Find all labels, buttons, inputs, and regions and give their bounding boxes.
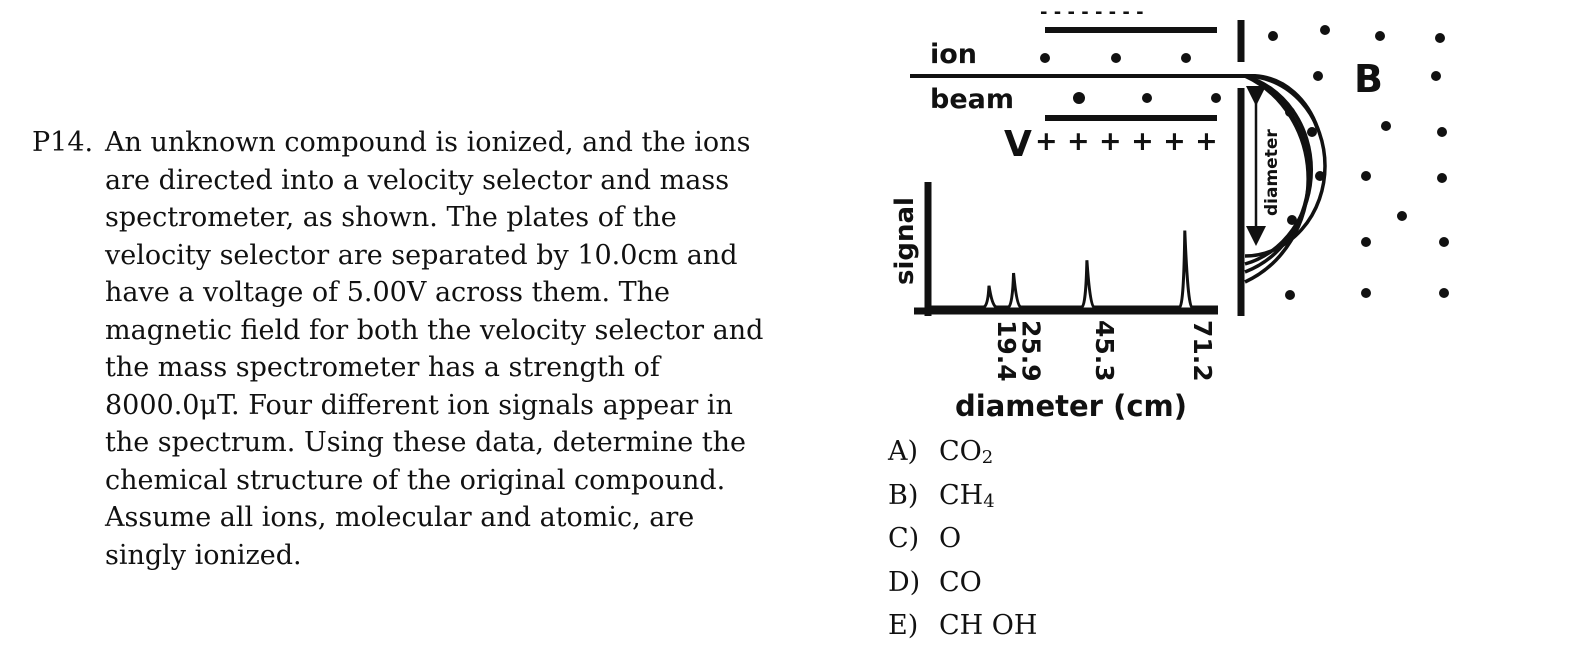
field-dot	[1285, 290, 1295, 300]
field-dot	[1437, 173, 1447, 183]
choice-letter: D)	[888, 566, 921, 598]
label-b: B	[1354, 57, 1383, 101]
label-beam: beam	[930, 84, 1014, 115]
field-dot	[1268, 31, 1278, 41]
field-dot	[1439, 237, 1449, 247]
field-dot	[1361, 171, 1371, 181]
choice-letter: C)	[888, 523, 920, 554]
choice-text: CH OH	[939, 610, 1038, 641]
field-dot	[1375, 31, 1385, 41]
field-dot	[1142, 93, 1152, 103]
field-dot	[1437, 127, 1447, 137]
peak-label: 19.4	[991, 320, 1021, 382]
field-dot	[1211, 93, 1221, 103]
plus-signs: + + + + + +	[1035, 126, 1218, 157]
label-ion: ion	[930, 39, 978, 70]
problem-line: the spectrum. Using these data, determine the	[105, 427, 746, 458]
field-dot	[1307, 127, 1317, 137]
minus-signs: - - - - - - - -	[1040, 2, 1144, 23]
field-dot	[1313, 71, 1323, 81]
problem-line: chemical structure of the original compound.	[105, 464, 726, 496]
problem-text	[105, 124, 763, 574]
field-dot	[1435, 33, 1445, 43]
peak-label: 71.2	[1187, 320, 1217, 382]
problem-line: have a voltage of 5.00V across them. The	[105, 277, 670, 308]
field-dot	[1431, 71, 1441, 81]
axis-x-label: diameter (cm)	[955, 389, 1187, 423]
field-dot	[1361, 288, 1371, 298]
label-diameter: diameter	[1262, 129, 1282, 216]
peak-labels	[992, 320, 1217, 382]
field-dot	[1073, 92, 1085, 104]
spectrum-line	[928, 231, 1218, 308]
choice-letter: A)	[888, 436, 919, 467]
problem-line: singly ionized.	[105, 539, 302, 571]
choice-c[interactable]	[888, 520, 1037, 564]
problem-line: Assume all ions, molecular and atomic, are	[105, 502, 695, 533]
choice-b[interactable]	[888, 477, 1037, 521]
problem-line: 8000.0μT. Four different ion signals appear in	[105, 389, 733, 421]
problem-line: are directed into a velocity selector and mass	[105, 164, 730, 196]
field-dot	[1320, 25, 1330, 35]
choice-text: O	[939, 523, 962, 554]
choice-a[interactable]	[888, 433, 1037, 477]
label-v: V	[1004, 124, 1032, 165]
peak-label: 45.3	[1089, 320, 1119, 382]
mass-spectrometer-figure	[880, 0, 1480, 430]
choice-text: $CH_4$	[939, 479, 995, 512]
field-dot	[1361, 237, 1371, 247]
problem-line: the mass spectrometer has a strength of	[105, 352, 660, 383]
field-dot	[1181, 53, 1191, 63]
answer-choices	[888, 433, 1037, 651]
problem-number: P14.	[32, 127, 94, 158]
choice-text: $CO_2$	[939, 436, 994, 468]
choice-e[interactable]	[888, 607, 1037, 651]
problem-line: spectrometer, as shown. The plates of the	[105, 202, 677, 233]
field-dot	[1397, 211, 1407, 221]
problem-line: velocity selector are separated by 10.0cm and	[105, 239, 738, 271]
peak-label: 25.9	[1016, 320, 1046, 382]
problem-line: magnetic field for both the velocity selector and	[105, 314, 764, 346]
field-dot	[1439, 288, 1449, 298]
choice-letter: E)	[888, 610, 919, 641]
choice-text: CO	[939, 566, 982, 598]
axis-signal-label: signal	[890, 197, 920, 285]
field-dot	[1111, 53, 1121, 63]
problem-line: An unknown compound is ionized, and the ions	[105, 127, 751, 158]
choice-letter: B)	[888, 479, 919, 511]
choice-d[interactable]	[888, 564, 1037, 608]
field-dot	[1381, 121, 1391, 131]
field-dot	[1040, 53, 1050, 63]
